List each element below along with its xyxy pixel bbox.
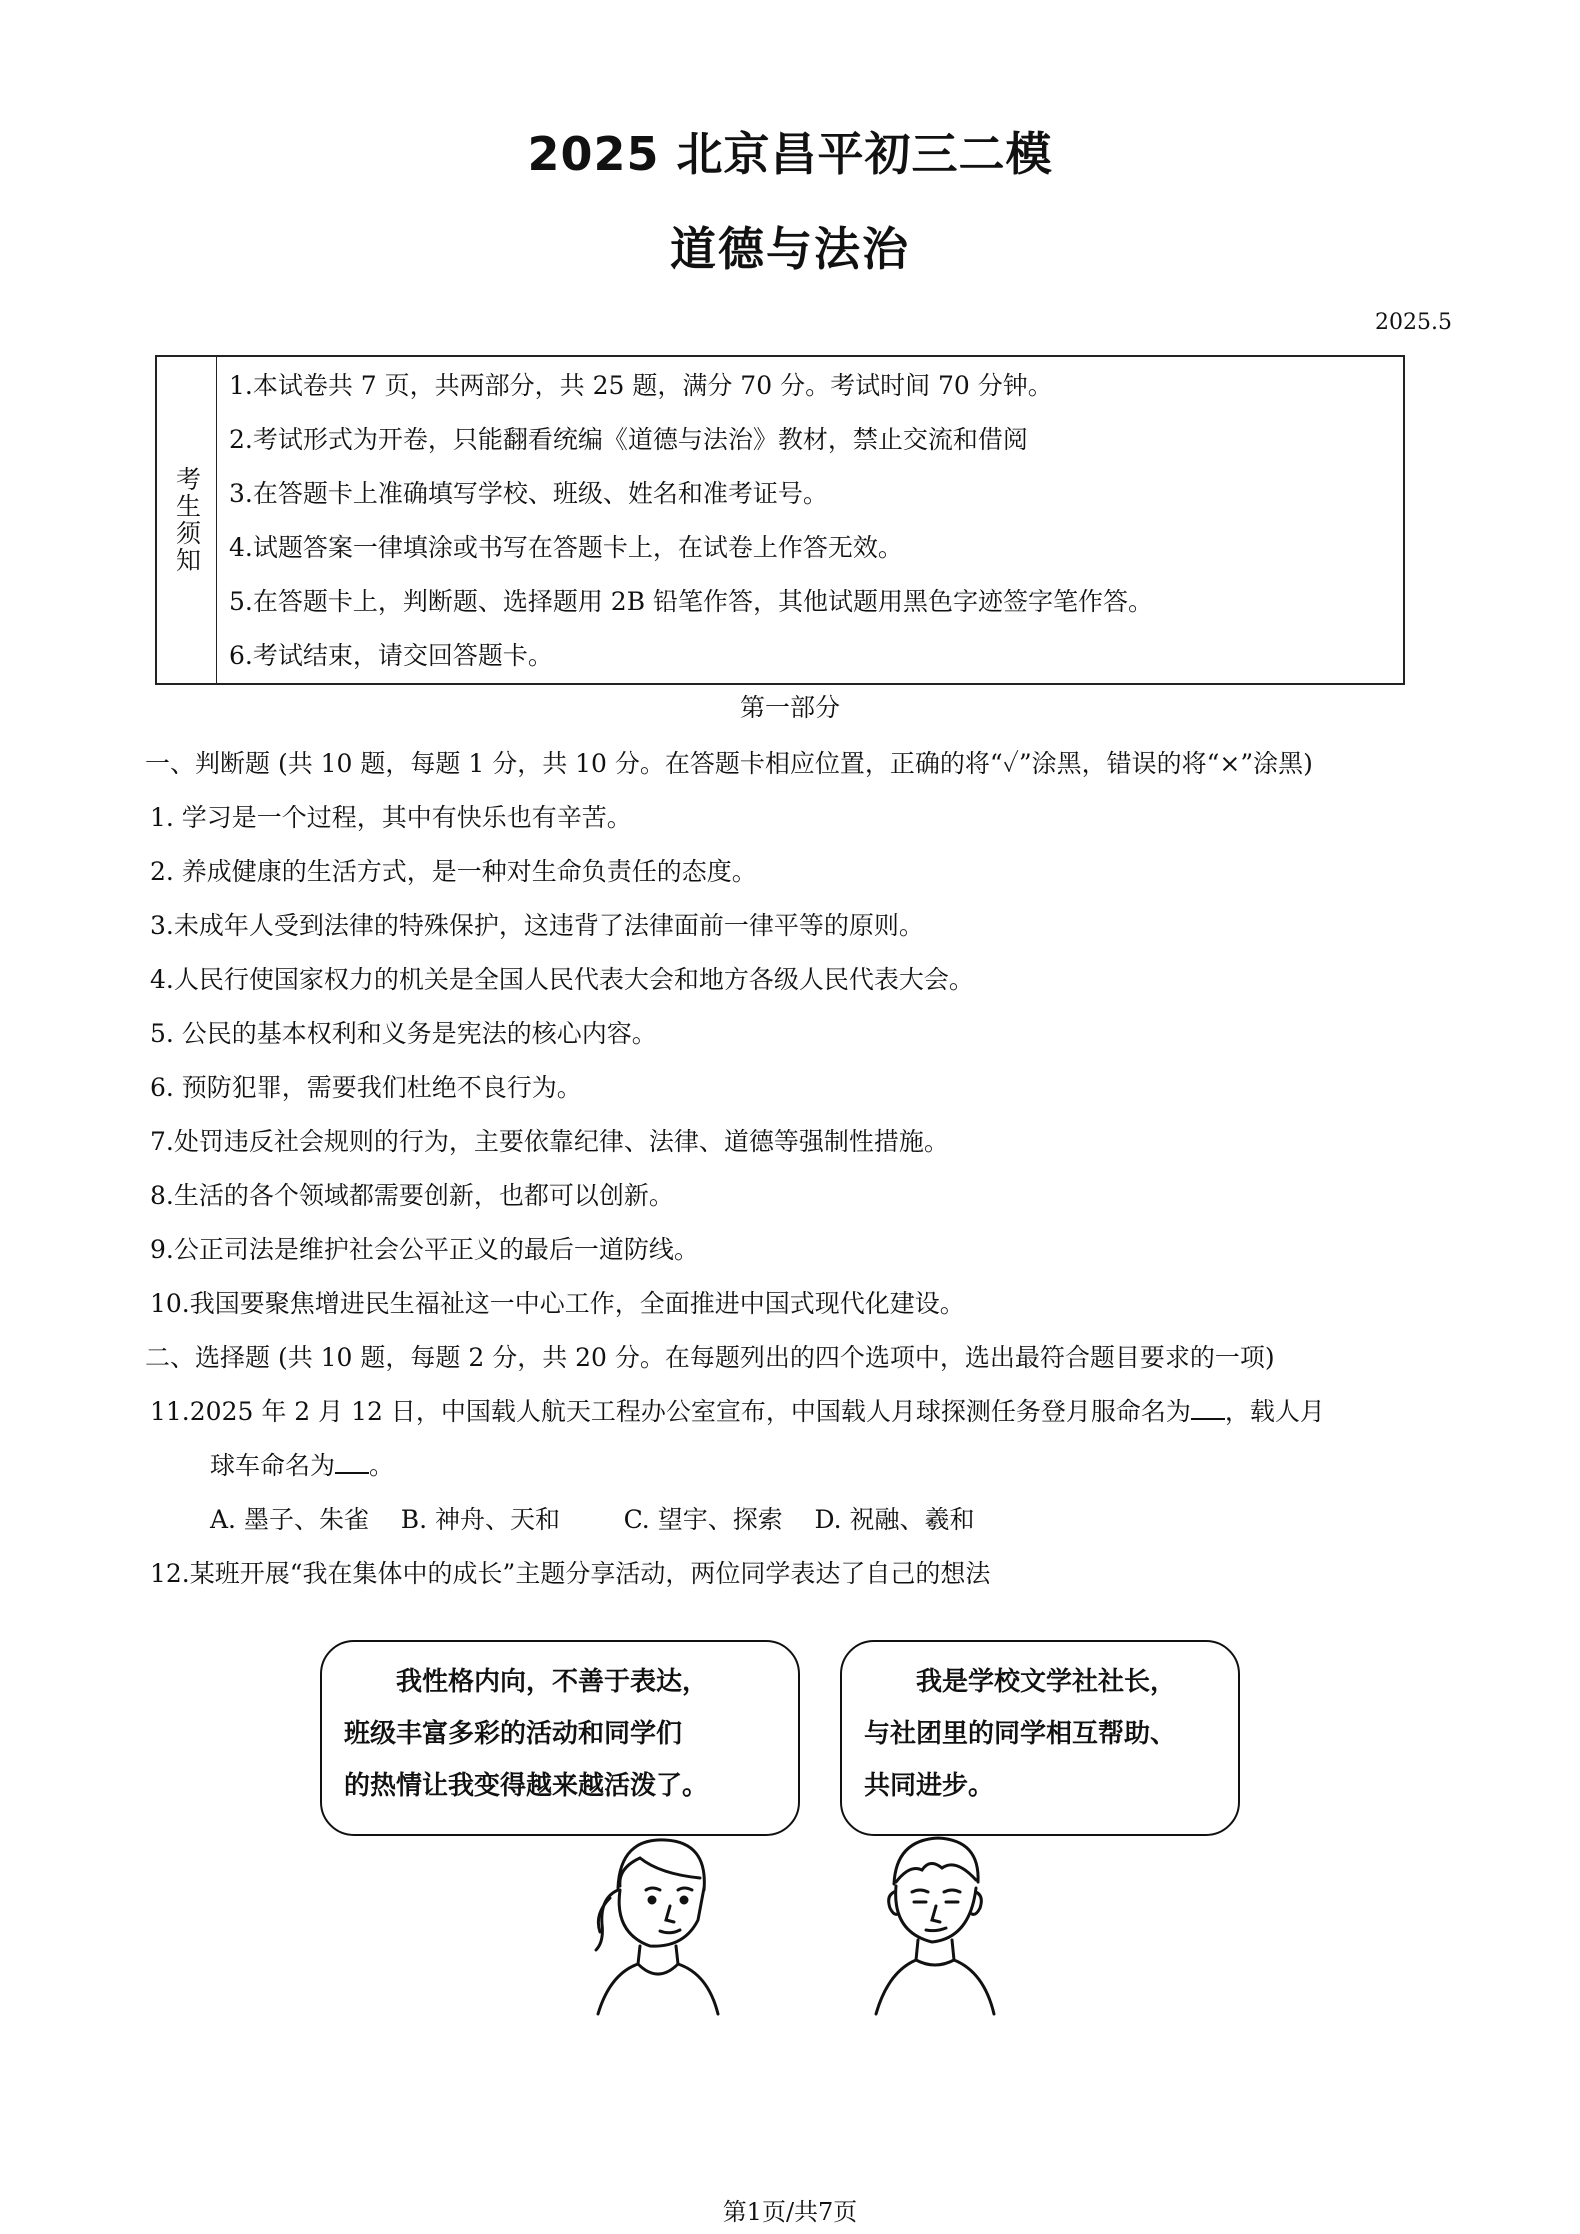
exam-title: 2025 北京昌平初三二模 [527, 127, 1053, 181]
q11-text: 球车命名为 [210, 1451, 336, 1480]
notice-label-cell [157, 357, 217, 683]
notice-label: 考生须知 [172, 466, 202, 574]
question-11-line2 [210, 1446, 394, 1482]
q11-text: 11.2025 年 2 月 12 日，中国载人航天工程办公室宣布，中国载人月球探测任务登月服命名为 [150, 1397, 1191, 1426]
judgment-item: 3.未成年人受到法律的特殊保护，这违背了法律面前一律平等的原则。 [150, 911, 924, 940]
candidate-notice-box [155, 355, 1405, 685]
bubble-line: 我是学校文学社社长， [916, 1667, 1177, 1697]
question-11-options: A. 墨子、朱雀 B. 神舟、天和 C. 望宇、探索 D. 祝融、羲和 [210, 1505, 975, 1534]
section-heading-judgment: 一、判断题 (共 10 题，每题 1 分，共 10 分。在答题卡相应位置，正确的将“✓”涂黑，错误的将“×”涂黑) [145, 749, 1313, 778]
answer-blank [1191, 1396, 1225, 1420]
notice-item: 2.考试形式为开卷，只能翻看统编《道德与法治》教材，禁止交流和借阅 [229, 425, 1028, 454]
judgment-item: 5. 公民的基本权利和义务是宪法的核心内容。 [150, 1019, 657, 1048]
bubble-line: 与社团里的同学相互帮助、 [864, 1719, 1177, 1749]
notice-item: 3.在答题卡上准确填写学校、班级、姓名和准考证号。 [229, 479, 828, 508]
bubble-line: 班级丰富多彩的活动和同学们 [344, 1719, 683, 1749]
answer-blank [335, 1450, 369, 1474]
section-heading-choice: 二、选择题 (共 10 题，每题 2 分，共 20 分。在每题列出的四个选项中，选出最符合题目要求的一项) [145, 1343, 1275, 1372]
judgment-item: 7.处罚违反社会规则的行为，主要依靠纪律、法律、道德等强制性措施。 [150, 1127, 949, 1156]
judgment-item: 9.公正司法是维护社会公平正义的最后一道防线。 [150, 1235, 699, 1264]
judgment-item: 6. 预防犯罪，需要我们杜绝不良行为。 [150, 1073, 582, 1102]
question-11-line1 [150, 1392, 1325, 1428]
judgment-item: 2. 养成健康的生活方式，是一种对生命负责任的态度。 [150, 857, 757, 886]
q11-text: ，载人月 [1224, 1397, 1325, 1426]
judgment-item: 8.生活的各个领域都需要创新，也都可以创新。 [150, 1181, 674, 1210]
q11-text: 。 [369, 1451, 395, 1480]
boy-student-figure [860, 1828, 1010, 2018]
bubble-line: 我性格内向，不善于表达， [396, 1667, 709, 1697]
subject-title: 道德与法治 [670, 222, 910, 276]
notice-item: 4.试题答案一律填涂或书写在答题卡上，在试卷上作答无效。 [229, 533, 903, 562]
question-12-stem: 12.某班开展“我在集体中的成长”主题分享活动，两位同学表达了自己的想法 [150, 1559, 991, 1588]
comic-illustration [300, 1610, 1280, 2020]
page-number: 第1页/共7页 [722, 2198, 858, 2226]
part-heading: 第一部分 [739, 693, 840, 722]
judgment-item: 1. 学习是一个过程，其中有快乐也有辛苦。 [150, 803, 632, 832]
notice-item: 5.在答题卡上，判断题、选择题用 2B 铅笔作答，其他试题用黑色字迹签字笔作答。 [229, 587, 1154, 616]
speech-bubble-boy [840, 1640, 1240, 1836]
judgment-item: 10.我国要聚焦增进民生福祉这一中心工作，全面推进中国式现代化建设。 [150, 1289, 965, 1318]
speech-bubble-girl [320, 1640, 800, 1836]
exam-date: 2025.5 [1375, 310, 1452, 335]
notice-item: 1.本试卷共 7 页，共两部分，共 25 题，满分 70 分。考试时间 70 分钟。 [229, 371, 1053, 400]
girl-student-figure [580, 1828, 730, 2018]
bubble-line: 共同进步。 [864, 1771, 995, 1801]
bubble-line: 的热情让我变得越来越活泼了。 [344, 1771, 709, 1801]
judgment-item: 4.人民行使国家权力的机关是全国人民代表大会和地方各级人民代表大会。 [150, 965, 974, 994]
notice-items [229, 363, 1393, 687]
notice-item: 6.考试结束，请交回答题卡。 [229, 641, 553, 670]
